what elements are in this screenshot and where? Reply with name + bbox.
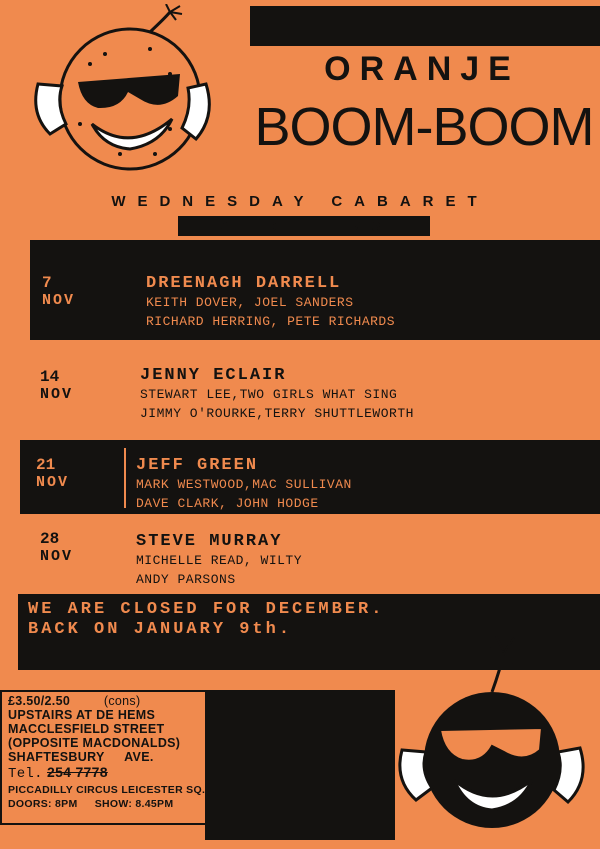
event-lineup-2: [140, 366, 414, 423]
street-right: AVE.: [124, 750, 154, 764]
event-month: NOV: [40, 548, 74, 565]
address-line: UPSTAIRS AT DE HEMS: [8, 708, 156, 722]
subtitle-wednesday-cabaret: WEDNESDAY CABARET: [111, 193, 489, 210]
event-day: 14: [40, 368, 60, 386]
times-line: [8, 797, 200, 811]
event-headliner: JEFF GREEN: [136, 456, 259, 475]
title-oranje: ORANJE: [324, 50, 520, 88]
venue-line: AT DE HEMS: [220, 219, 390, 234]
title-band: [250, 6, 600, 46]
address-line: MACCLESFIELD STREET: [8, 722, 165, 736]
event-day: 21: [36, 456, 56, 474]
event-support-line: MARK WESTWOOD,MAC SULLIVAN: [136, 477, 352, 492]
title-boom-boom: BOOM-BOOM: [254, 97, 594, 157]
venue-info-box: [0, 690, 208, 825]
orange-mascot-icon: [20, 4, 240, 184]
street-line: [8, 750, 200, 764]
doors-time: DOORS: 8PM: [8, 798, 78, 810]
bomb-mascot-icon: [392, 630, 592, 845]
event-date-1: [42, 274, 75, 310]
closed-notice: [28, 600, 384, 640]
event-date-3: [36, 456, 69, 492]
event-divider: [124, 448, 126, 508]
bottom-block: [205, 690, 395, 840]
event-support-line: KEITH DOVER, JOEL SANDERS: [146, 295, 354, 310]
event-headliner: DREENAGH DARRELL: [146, 274, 342, 293]
event-headliner: JENNY ECLAIR: [140, 366, 287, 385]
event-support-line: MICHELLE READ, WILTY: [136, 553, 303, 568]
event-support-line: RICHARD HERRING, PETE RICHARDS: [146, 314, 396, 329]
price-line: [8, 694, 200, 708]
closed-line-1: WE ARE CLOSED FOR DECEMBER.: [28, 600, 385, 619]
address-line: (OPPOSITE MACDONALDS): [8, 736, 181, 750]
event-day: 28: [40, 530, 60, 548]
event-date-4: [40, 530, 73, 566]
event-support-line: STEWART LEE,TWO GIRLS WHAT SING: [140, 387, 398, 402]
tel-number: 254 7778: [47, 764, 108, 780]
closed-line-2: BACK ON JANUARY 9th.: [28, 620, 293, 639]
event-headliner: STEVE MURRAY: [136, 532, 283, 551]
event-lineup-1: [146, 274, 395, 331]
price: £3.50/2.50: [8, 694, 71, 708]
tel-line: [8, 764, 200, 783]
event-lineup-4: [136, 532, 302, 589]
street-left: SHAFTESBURY: [8, 750, 105, 764]
event-date-2: [40, 368, 73, 404]
show-time: SHOW: 8.45PM: [94, 798, 174, 810]
event-support-line: JIMMY O'ROURKE,TERRY SHUTTLEWORTH: [140, 406, 414, 421]
event-support-line: DAVE CLARK, JOHN HODGE: [136, 496, 319, 511]
transport-line: PICCADILLY CIRCUS LEICESTER SQ.: [8, 784, 206, 796]
tel-label: Tel.: [8, 766, 43, 782]
concession-label: (cons): [103, 694, 141, 708]
event-day: 7: [42, 274, 52, 292]
event-month: NOV: [42, 292, 76, 309]
event-month: NOV: [36, 474, 70, 491]
event-lineup-3: [136, 456, 352, 513]
event-support-line: ANDY PARSONS: [136, 572, 236, 587]
event-month: NOV: [40, 386, 74, 403]
